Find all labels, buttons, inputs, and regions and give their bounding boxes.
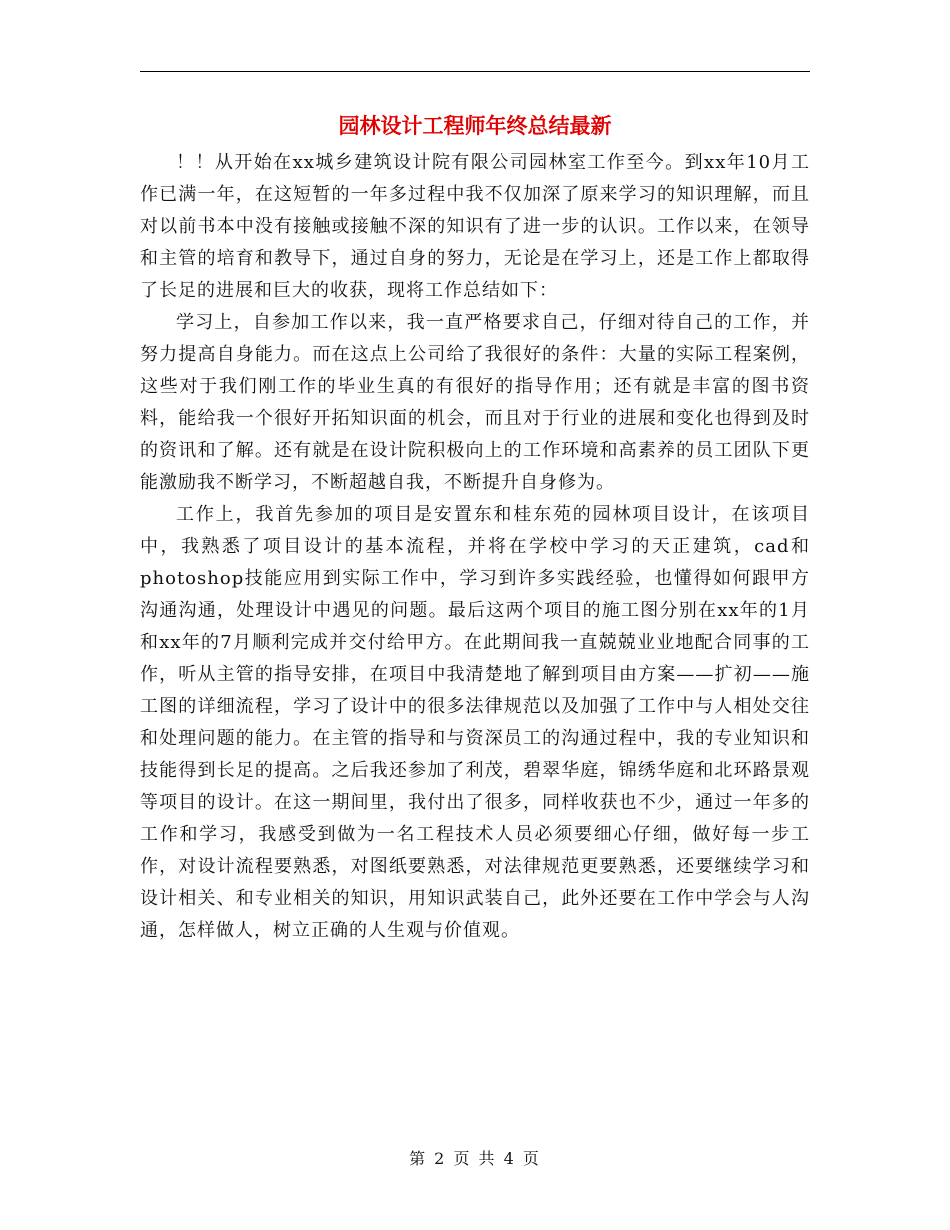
page-number-footer: 第 2 页 共 4 页 [409, 1149, 541, 1168]
paragraph-work: 工作上，我首先参加的项目是安置东和桂东苑的园林项目设计，在该项目中，我熟悉了项目设计的基本流程，并将在学校中学习的天正建筑，cad和photoshop技能应用到实际工作中，学习到许多实践经验，也懂得如何跟甲方沟通沟通，处理设计中遇见的问题。最后这两个项目的施工图分别在xx年的1月和xx年的7月顺利完成并交付给甲方。在此期间我一直兢兢业业地配合同事的工作，听从主管的指导安排，在项目中我清楚地了解到项目由方案——扩初——施工图的详细流程，学习了设计中的很多法律规范以及加强了工作中与人相处交往和处理问题的能力。在主管的指导和与资深员工的沟通过程中，我的专业知识和技能得到长足的提高。之后我还参加了利茂，碧翠华庭，锦绣华庭和北环路景观等项目的设计。在这一期间里，我付出了很多，同样收获也不少，通过一年多的工作和学习，我感受到做为一名工程技术人员必须要细心仔细，做好每一步工作，对设计流程要熟悉，对图纸要熟悉，对法律规范更要熟悉，还要继续学习和设计相关、和专业相关的知识，用知识武装自己，此外还要在工作中学会与人沟通，怎样做人，树立正确的人生观与价值观。 [140, 504, 810, 941]
document-title: 园林设计工程师年终总结最新 [338, 113, 612, 138]
header-rule [140, 71, 810, 72]
paragraph-intro: ！！从开始在xx城乡建筑设计院有限公司园林室工作至今。到xx年10月工作已满一年，在这短暂的一年多过程中我不仅加深了原来学习的知识理解，而且对以前书本中没有接触或接触不深的知识有了进一步的认识。工作以来，在领导和主管的培育和教导下，通过自身的努力，无论是在学习上，还是工作上都取得了长足的进展和巨大的收获，现将工作总结如下： [140, 152, 810, 301]
document-body [140, 147, 810, 947]
paragraph-study: 学习上，自参加工作以来，我一直严格要求自己，仔细对待自己的工作，并努力提高自身能力。而在这点上公司给了我很好的条件：大量的实际工程案例，这些对于我们刚工作的毕业生真的有很好的指导作用；还有就是丰富的图书资料，能给我一个很好开拓知识面的机会，而且对于行业的进展和变化也得到及时的资讯和了解。还有就是在设计院积极向上的工作环境和高素养的员工团队下更能激励我不断学习，不断超越自我，不断提升自身修为。 [140, 312, 810, 493]
